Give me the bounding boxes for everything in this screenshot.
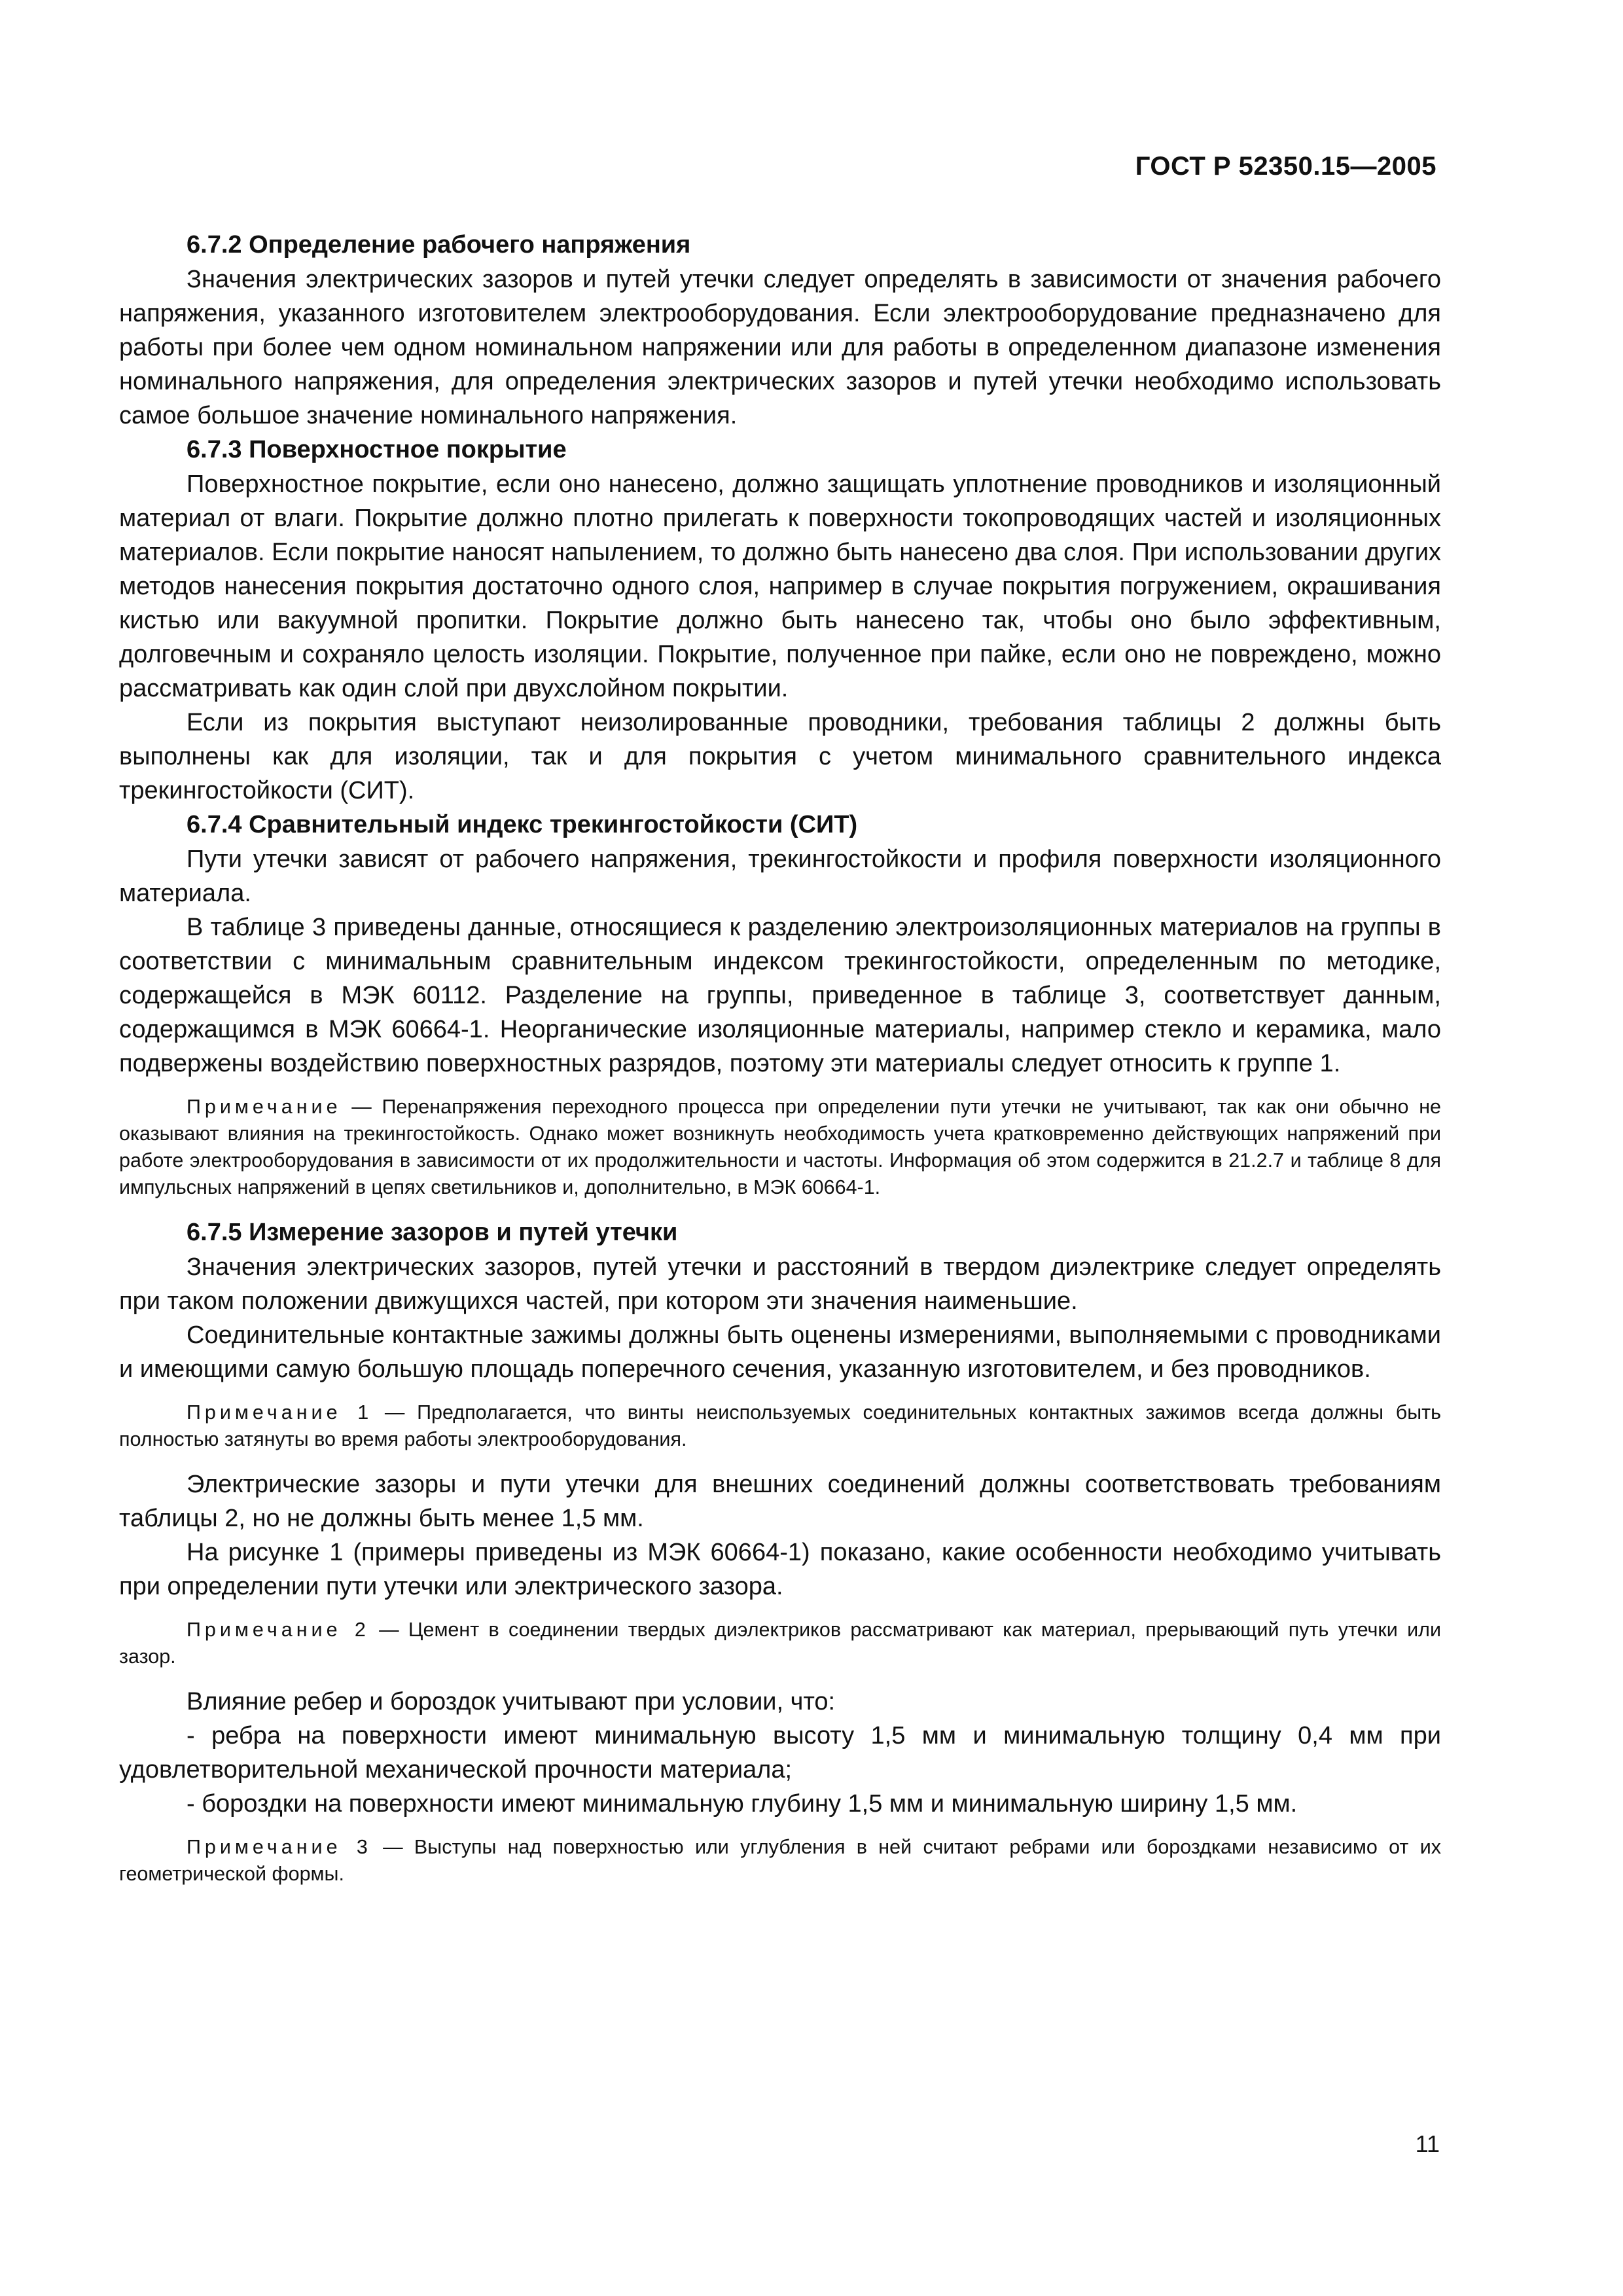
note-text: — Выступы над поверхностью или углубления в ней считают ребрами или бороздками независимо от их геометрической формы. <box>119 1836 1441 1885</box>
paragraph: На рисунке 1 (примеры приведены из МЭК 60664-1) показано, какие особенности необходимо учитывать при определении пути утечки или электрического зазора. <box>119 1539 1441 1600</box>
note-text: — Цемент в соединении твердых диэлектриков рассматривают как материал, прерывающий путь утечки или зазор. <box>119 1619 1441 1668</box>
note-label: Примечание 3 <box>187 1836 372 1858</box>
note <box>119 1094 1441 1201</box>
note-1 <box>119 1399 1441 1453</box>
section-heading-6-7-2: 6.7.2 Определение рабочего напряжения <box>187 231 691 259</box>
paragraph: Электрические зазоры и пути утечки для внешних соединений должны соответствовать требованиям таблицы 2, но не должны быть менее 1,5 мм. <box>119 1471 1441 1532</box>
paragraph: Влияние ребер и бороздок учитывают при условии, что: <box>187 1688 836 1715</box>
document-id-header: ГОСТ Р 52350.15—2005 <box>1135 152 1436 181</box>
paragraph: Пути утечки зависят от рабочего напряжения, трекингостойкости и профиля поверхности изоляционного материала. <box>119 846 1441 907</box>
paragraph: Значения электрических зазоров, путей утечки и расстояний в твердом диэлектрике следует определять при таком положении движущихся частей, при котором эти значения наименьшие. <box>119 1253 1441 1315</box>
paragraph: Поверхностное покрытие, если оно нанесено, должно защищать уплотнение проводников и изоляционный материал от влаги. Покрытие должно плотно прилегать к поверхности токопроводящих частей и изоляционных материалов. Если покрытие наносят напылением, то должно быть нанесено два слоя. При использовании других методов нанесения покрытия достаточно одного слоя, например в случае покрытия погружением, окрашивания кистью или вакуумной пропитки. Покрытие должно быть нанесено так, чтобы оно было эффективным, долговечным и сохраняло целость изоляции. Покрытие, полученное при пайке, если оно не повреждено, можно рассматривать как один слой при двухслойном покрытии. <box>119 471 1441 702</box>
note-label: Примечание <box>187 1096 342 1118</box>
note-text: — Перенапряжения переходного процесса при определении пути утечки не учитывают, так как они обычно не оказывают влияния на трекингостойкость. Однако может возникнуть необходимость учета кратковременно действующих напряжений при работе электрооборудования в зависимости от их продолжительности и частоты. Информация об этом содержится в 21.2.7 и таблице 8 для импульсных напряжений в цепях светильников и, дополнительно, в МЭК 60664-1. <box>119 1096 1441 1198</box>
section-heading-6-7-5: 6.7.5 Измерение зазоров и путей утечки <box>187 1219 678 1246</box>
section-heading-6-7-4: 6.7.4 Сравнительный индекс трекингостойкости (СИТ) <box>187 811 858 838</box>
section-heading-6-7-3: 6.7.3 Поверхностное покрытие <box>187 436 567 463</box>
note-label: Примечание 1 <box>187 1401 373 1424</box>
list-item: - ребра на поверхности имеют минимальную высоту 1,5 мм и минимальную толщину 0,4 мм при удовлетворительной механической прочности материала; <box>119 1722 1441 1784</box>
note-label: Примечание 2 <box>187 1619 370 1641</box>
page-content <box>119 228 1441 1902</box>
list-item: - бороздки на поверхности имеют минимальную глубину 1,5 мм и минимальную ширину 1,5 мм. <box>187 1790 1298 1818</box>
page-number: 11 <box>1415 2130 1440 2157</box>
paragraph: Соединительные контактные зажимы должны быть оценены измерениями, выполняемыми с проводниками и имеющими самую большую площадь поперечного сечения, указанную изготовителем, и без проводников. <box>119 1321 1441 1383</box>
note-text: — Предполагается, что винты неиспользуемых соединительных контактных зажимов всегда должны быть полностью затянуты во время работы электрооборудования. <box>119 1401 1441 1450</box>
paragraph: Если из покрытия выступают неизолированные проводники, требования таблицы 2 должны быть выполнены как для изоляции, так и для покрытия с учетом минимального сравнительного индекса трекингостойкости (СИТ). <box>119 709 1441 804</box>
paragraph: Значения электрических зазоров и путей утечки следует определять в зависимости от значения рабочего напряжения, указанного изготовителем электрооборудования. Если электрооборудование предназначено для работы при более чем одном номинальном напряжении или для работы в определенном диапазоне изменения номинального напряжения, для определения электрических зазоров и путей утечки необходимо использовать самое большое значение номинального напряжения. <box>119 266 1441 429</box>
paragraph: В таблице 3 приведены данные, относящиеся к разделению электроизоляционных материалов на группы в соответствии с минимальным сравнительным индексом трекингостойкости, определенным по методике, содержащейся в МЭК 60112. Разделение на группы, приведенное в таблице 3, соответствует данным, содержащимся в МЭК 60664-1. Неорганические изоляционные материалы, например стекло и керамика, мало подвержены воздействию поверхностных разрядов, поэтому эти материалы следует относить к группе 1. <box>119 914 1441 1077</box>
note-2 <box>119 1617 1441 1670</box>
note-3 <box>119 1834 1441 1888</box>
